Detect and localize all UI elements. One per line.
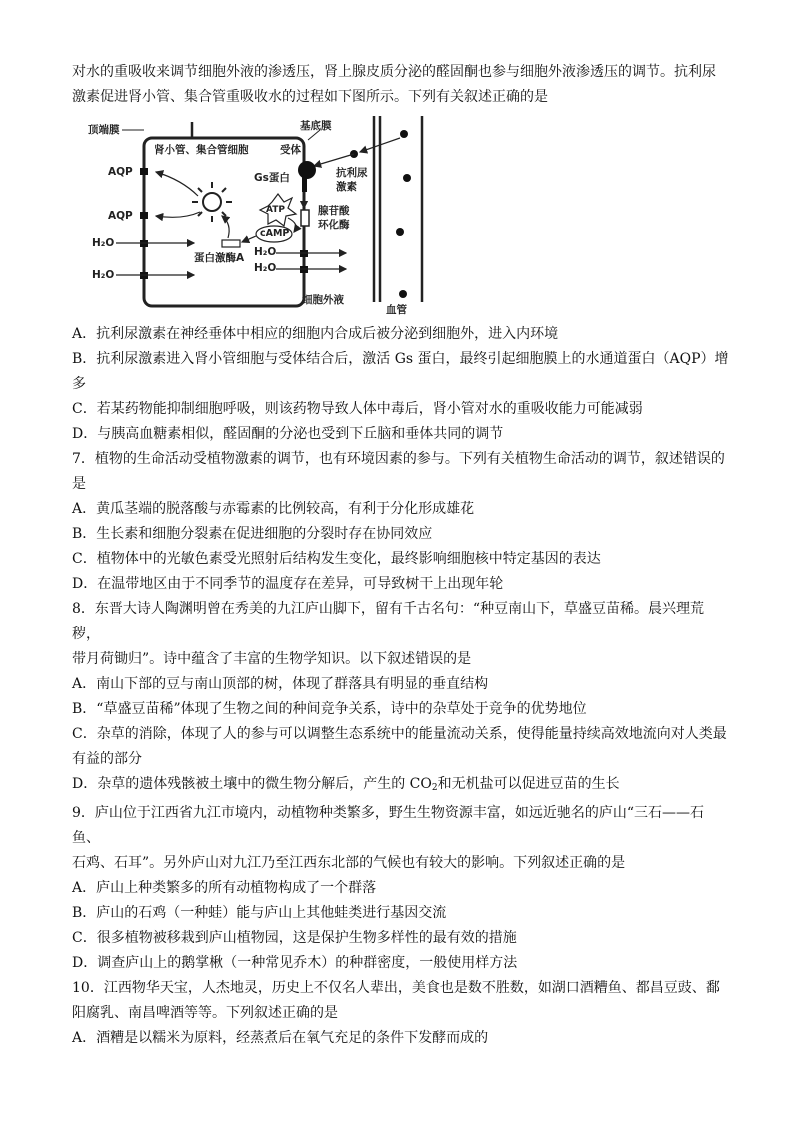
adh-label: 抗利尿 激素: [336, 167, 368, 193]
adh-dot: [400, 130, 408, 138]
q7-option-a: A．黄瓜茎端的脱落酸与赤霉素的比例较高，有利于分化形成雄花: [72, 501, 475, 517]
adh-mechanism-diagram: [82, 116, 442, 316]
q7-stem-cont: 是: [72, 476, 86, 492]
q6-option-c: C．若某药物能抑制细胞呼吸，则该药物导致人体中毒后，肾小管对水的重吸收能力可能减弱: [72, 401, 643, 417]
aqp-label: AQP: [108, 210, 133, 222]
vesicle-aqp-spikes: [192, 182, 232, 222]
co2-subscript: 2: [431, 783, 438, 793]
q7-stem: 7．植物的生命活动受植物激素的调节，也有环境因素的参与。下列有关植物生命活动的调节，叙述错误的: [72, 451, 725, 467]
gs-protein-label: Gs蛋白: [254, 172, 290, 184]
q9-option-b: B．庐山的石鸡（一种蛙）能与庐山上其他蛙类进行基因交流: [72, 905, 447, 921]
vesicle-to-membrane-arrow: [156, 172, 198, 196]
q8-option-c: C．杂草的消除，体现了人的参与可以调整生态系统中的能量流动关系，使得能量持续高效地流向对人类最: [72, 726, 727, 742]
adenylate-cyclase-label: 腺苷酸 环化酶: [318, 205, 350, 231]
h2o-label: H₂O: [92, 269, 115, 281]
q9-stem: 9．庐山位于江西省九江市境内，动植物种类繁多，野生生物资源丰富，如远近驰名的庐山“三石——石鱼、: [72, 805, 705, 846]
q7-option-c: C．植物体中的光敏色素受光照射后结构发生变化，最终影响细胞核中特定基因的表达: [72, 551, 601, 567]
basement-membrane-label: 基底膜: [300, 120, 332, 132]
camp-to-pka-arrow: [242, 236, 256, 242]
extracellular-fluid-label: 细胞外液: [302, 294, 344, 306]
q7-option-b: B．生长素和细胞分裂素在促进细胞的分裂时存在协同效应: [72, 526, 433, 542]
q9-option-a: A．庐山上种类繁多的所有动植物构成了一个群落: [72, 880, 377, 896]
camp-label: cAMP: [260, 228, 290, 239]
q7-option-d: D．在温带地区由于不同季节的温度存在差异，可导致树干上出现年轮: [72, 576, 504, 592]
aqp-channel: [140, 212, 148, 219]
q9-option-c: C．很多植物被移栽到庐山植物园，这是保护生物多样性的最有效的措施: [72, 930, 517, 946]
q8-stem: 8．东晋大诗人陶渊明曾在秀美的九江庐山脚下，留有千古名句：“种豆南山下，草盛豆苗稀。晨兴理荒秽，: [72, 601, 705, 642]
q6-option-d: D．与胰高血糖素相似，醛固酮的分泌也受到下丘脑和垂体共同的调节: [72, 426, 504, 442]
h2o-label: H₂O: [254, 246, 277, 258]
pka-shape: [222, 240, 240, 247]
protein-kinase-label: 蛋白激酶A: [194, 252, 245, 264]
aqp-channel: [140, 168, 148, 175]
gs-protein-shape: [302, 176, 307, 192]
intro-line-2: 激素促进肾小管、集合管重吸收水的过程如下图所示。下列有关叙述正确的是: [72, 89, 548, 105]
q10-option-a: A．酒糟是以糯米为原料，经蒸煮后在氧气充足的条件下发酵而成的: [72, 1030, 489, 1046]
q6-option-b-cont: 多: [72, 376, 86, 392]
apical-membrane-label: 顶端膜: [88, 124, 120, 136]
adh-dot: [403, 174, 411, 182]
q8-option-c-cont: 有益的部分: [72, 751, 142, 767]
cyclase-shape: [301, 210, 309, 226]
q8-option-d-text: D．杂草的遗体残骸被土壤中的微生物分解后，产生的 CO: [72, 776, 432, 792]
q6-option-a: A．抗利尿激素在神经垂体中相应的细胞内合成后被分泌到细胞外，进入内环境: [72, 326, 559, 342]
vesicle-shape: [203, 193, 221, 211]
vesicle-to-membrane-arrow: [156, 212, 200, 217]
aqp-label: AQP: [108, 166, 133, 178]
q8-option-d-text-end: 和无机盐可以促进豆苗的生长: [437, 776, 620, 792]
adh-dot: [396, 228, 404, 236]
adh-dot: [399, 290, 407, 298]
q6-option-b: B．抗利尿激素进入肾小管细胞与受体结合后，激活 Gs 蛋白，最终引起细胞膜上的水通道蛋白（AQP）增: [72, 351, 729, 367]
exam-page: [72, 60, 732, 1051]
q8-stem-cont: 带月荷锄归”。诗中蕴含了丰富的生物学知识。以下叙述错误的是: [72, 651, 472, 667]
pka-to-vesicle-arrow: [222, 216, 229, 238]
cell-type-label: 肾小管、集合管细胞: [154, 144, 249, 156]
q9-option-d: D．调查庐山上的鹅掌楸（一种常见乔木）的种群密度，一般使用样方法: [72, 955, 518, 971]
q10-stem-cont: 阳腐乳、南昌啤酒等等。下列叙述正确的是: [72, 1005, 338, 1021]
q8-option-b: B．“草盛豆苗稀”体现了生物之间的种间竞争关系，诗中的杂草处于竞争的优势地位: [72, 701, 587, 717]
q9-stem-cont: 石鸡、石耳”。另外庐山对九江乃至江西东北部的气候也有较大的影响。下列叙述正确的是: [72, 855, 626, 871]
adh-to-receptor-arrow: [314, 154, 354, 166]
receptor-label: 受体: [280, 144, 301, 156]
diagram-drawing: [82, 116, 442, 316]
q10-stem: 10．江西物华天宝，人杰地灵，历史上不仅名人辈出，美食也是数不胜数，如湖口酒糟鱼、都昌豆豉、鄱: [72, 980, 720, 996]
h2o-label: H₂O: [92, 237, 115, 249]
atp-label: ATP: [266, 205, 286, 215]
intro-line-1: 对水的重吸收来调节细胞外液的渗透压，肾上腺皮质分泌的醛固酮也参与细胞外液渗透压的调节。抗利尿: [72, 64, 716, 80]
h2o-label: H₂O: [254, 262, 277, 274]
blood-vessel-label: 血管: [386, 304, 407, 316]
q8-option-a: A．南山下部的豆与南山顶部的树，体现了群落具有明显的垂直结构: [72, 676, 489, 692]
q8-option-d: [72, 772, 732, 801]
